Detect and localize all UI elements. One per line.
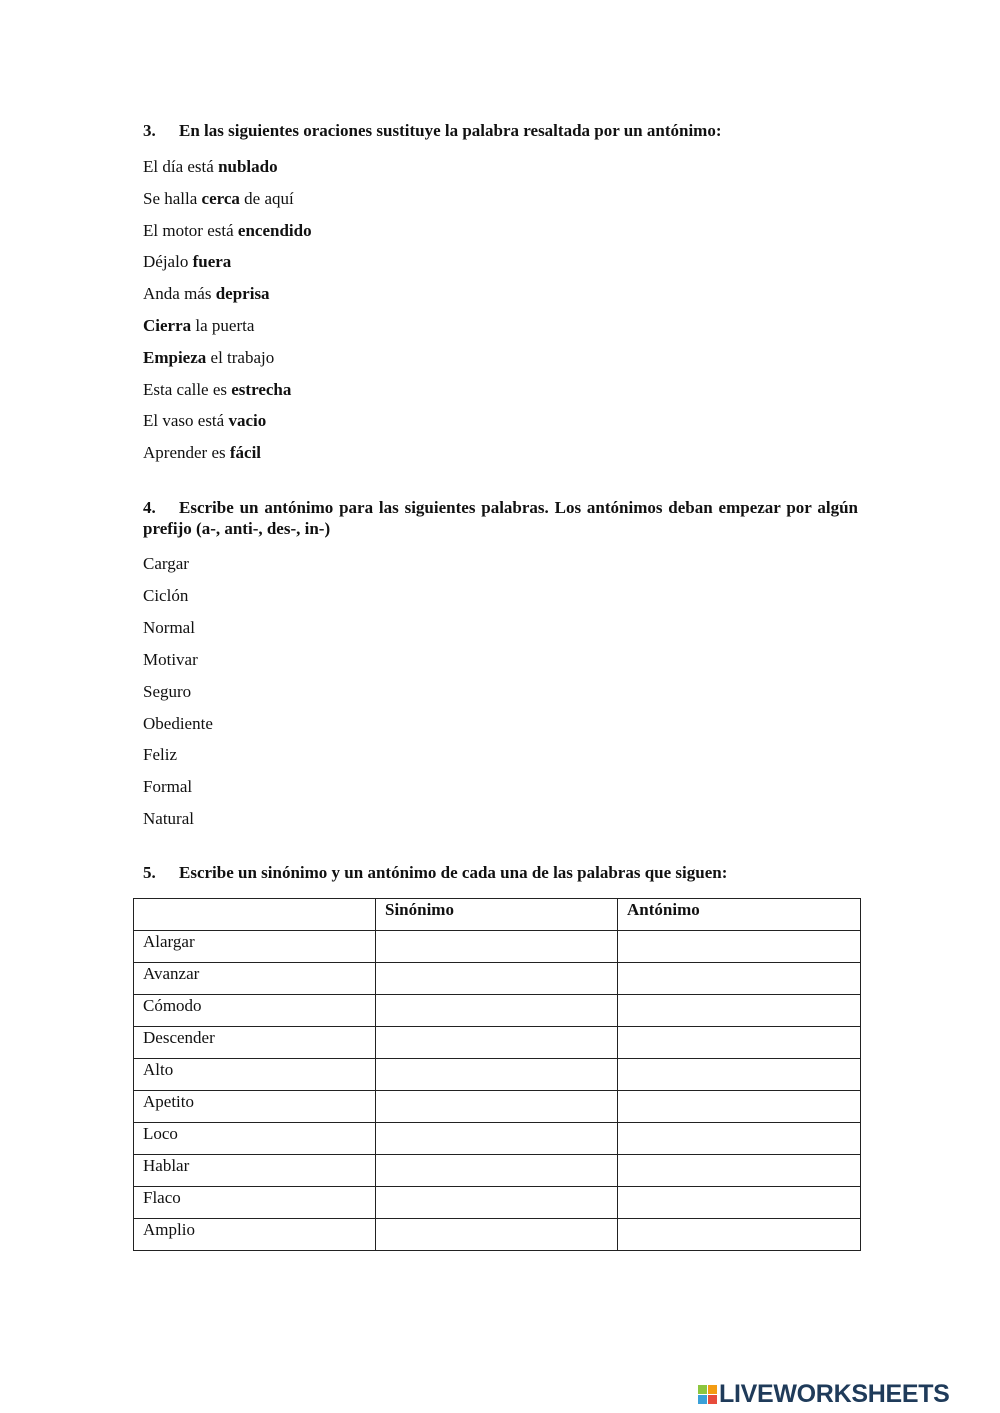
highlighted-word: deprisa <box>215 284 270 304</box>
section-3-title: En las siguientes oraciones sustituye la palabra resaltada por un antónimo: <box>179 121 722 140</box>
word-cell: Descender <box>134 1027 376 1059</box>
sentence-text-before: Anda más <box>143 284 216 304</box>
header-synonym: Sinónimo <box>376 899 618 931</box>
table-row <box>134 1091 861 1123</box>
antonym-answer-cell[interactable] <box>618 1123 861 1155</box>
sentence-text-after: la puerta <box>191 316 255 335</box>
word-cell: Alargar <box>134 931 376 963</box>
synonym-answer-cell[interactable] <box>376 1091 618 1123</box>
word-item: Feliz <box>143 745 177 765</box>
antonym-answer-cell[interactable] <box>618 1187 861 1219</box>
sentence-text-after: de aquí <box>239 188 294 208</box>
highlighted-word: fuera <box>192 252 232 272</box>
word-item: Ciclón <box>143 585 189 605</box>
word-cell: Amplio <box>134 1219 376 1251</box>
highlighted-word: cerca <box>201 188 240 208</box>
highlighted-word: Cierra <box>143 316 192 335</box>
highlighted-word: vacio <box>228 411 267 431</box>
synonym-antonym-table <box>133 898 861 1251</box>
sentence-text-before: Esta calle es <box>143 379 232 399</box>
word-cell: Hablar <box>134 1155 376 1187</box>
synonym-answer-cell[interactable] <box>376 1187 618 1219</box>
section-5-heading <box>143 862 858 883</box>
highlighted-word: estrecha <box>231 379 292 399</box>
synonym-answer-cell[interactable] <box>376 1059 618 1091</box>
word-item: Normal <box>143 617 195 637</box>
highlighted-word: encendido <box>237 220 312 240</box>
sentence-item <box>143 251 231 272</box>
sentence-text-after: el trabajo <box>206 347 275 367</box>
word-cell: Alto <box>134 1059 376 1091</box>
sentence-item <box>143 283 270 304</box>
section-3-heading <box>143 120 858 141</box>
antonym-answer-cell[interactable] <box>618 1219 861 1251</box>
logo-mark-icon <box>698 1385 717 1404</box>
antonym-answer-cell[interactable] <box>618 1155 861 1187</box>
highlighted-word: Empieza <box>143 347 207 367</box>
synonym-answer-cell[interactable] <box>376 1123 618 1155</box>
word-cell: Flaco <box>134 1187 376 1219</box>
table-row <box>134 1123 861 1155</box>
antonym-answer-cell[interactable] <box>618 1027 861 1059</box>
sentence-item <box>143 315 254 336</box>
word-item: Natural <box>143 809 194 829</box>
sentence-item <box>143 410 266 431</box>
table-row <box>134 963 861 995</box>
sentence-text-before: El motor está <box>143 220 238 240</box>
word-cell: Avanzar <box>134 963 376 995</box>
logo-text: LIVEWORKSHEETS <box>719 1379 950 1408</box>
word-cell: Loco <box>134 1123 376 1155</box>
section-4-title: Escribe un antónimo para las siguientes palabras. Los antónimos deban empezar por algún prefijo (a-, anti-, des-, in-) <box>143 498 858 538</box>
section-4-number: 4. <box>143 498 156 517</box>
table-row <box>134 1155 861 1187</box>
sentence-text-before: El día está <box>143 157 219 176</box>
section-5-number: 5. <box>143 863 156 882</box>
table-row <box>134 1187 861 1219</box>
antonym-answer-cell[interactable] <box>618 995 861 1027</box>
table-row <box>134 995 861 1027</box>
section-5-title: Escribe un sinónimo y un antónimo de cada una de las palabras que siguen: <box>179 863 728 882</box>
antonym-answer-cell[interactable] <box>618 1059 861 1091</box>
synonym-answer-cell[interactable] <box>376 931 618 963</box>
highlighted-word: fácil <box>229 443 262 463</box>
sentence-text-before: Se halla <box>143 188 202 208</box>
sentence-item <box>143 442 261 463</box>
word-cell: Apetito <box>134 1091 376 1123</box>
sentence-text-before: Aprender es <box>143 443 230 463</box>
word-item: Formal <box>143 777 193 797</box>
table-row <box>134 1219 861 1251</box>
section-4-heading <box>143 497 858 539</box>
header-word <box>134 899 376 931</box>
sentence-text-before: Déjalo <box>143 252 193 272</box>
table-header-row <box>134 899 861 931</box>
synonym-answer-cell[interactable] <box>376 1155 618 1187</box>
synonym-answer-cell[interactable] <box>376 995 618 1027</box>
word-item: Motivar <box>143 649 198 669</box>
antonym-answer-cell[interactable] <box>618 1091 861 1123</box>
antonym-answer-cell[interactable] <box>618 931 861 963</box>
header-antonym: Antónimo <box>618 899 861 931</box>
word-item: Cargar <box>143 554 189 573</box>
sentence-item <box>143 379 291 400</box>
sentence-item <box>143 188 294 209</box>
synonym-answer-cell[interactable] <box>376 1027 618 1059</box>
sentence-item <box>143 220 312 241</box>
liveworksheets-logo <box>698 1380 950 1408</box>
section-3-number: 3. <box>143 121 156 140</box>
table-row <box>134 931 861 963</box>
synonym-answer-cell[interactable] <box>376 963 618 995</box>
word-item: Obediente <box>143 713 213 733</box>
highlighted-word: nublado <box>218 157 278 176</box>
antonym-answer-cell[interactable] <box>618 963 861 995</box>
sentence-item <box>143 156 278 177</box>
word-cell: Cómodo <box>134 995 376 1027</box>
sentence-text-before: El vaso está <box>143 411 229 431</box>
table-row <box>134 1027 861 1059</box>
sentence-item <box>143 347 274 368</box>
table-row <box>134 1059 861 1091</box>
word-item: Seguro <box>143 681 192 701</box>
synonym-answer-cell[interactable] <box>376 1219 618 1251</box>
